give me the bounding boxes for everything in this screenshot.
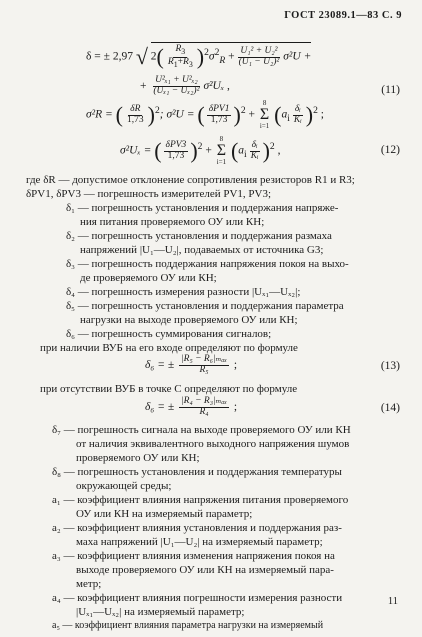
equation-11-line2: + $\frac{\text{U²ₓ₁ + U²ₓ₂}}{\text{(Uₓ₁ − Uₓ₂)²}}$ σ²Uₓ , (140, 75, 230, 96)
eq11-lhs: δ = ± 2,97 (86, 50, 133, 63)
page-header: ГОСТ 23089.1—83 С. 9 (284, 10, 402, 21)
text-line: выходе проверяемого ОУ или КН на измеряемый пара- (76, 564, 334, 576)
equation-12-line2: σ²Uₓ = ( $\frac{\text{δPV3}}{1,73}$ )$^2$ + 8 Σ i=1 ($a_i$ $\frac{\text{δᵢ}}{\text{Kᵢ}}$ )$^2$ , (120, 135, 281, 166)
text-line: δ₈ — погрешность установления и поддержания температуры (52, 466, 342, 478)
text-line: δPV1, δPV3 — погрешность измерителей PV1, PV3; (26, 188, 272, 200)
text-line: a₄ — коэффициент влияния погрешности измерения разности (52, 592, 343, 604)
equation-14: δ₆ = ± $\frac{\text{|R₄ − R₃|ₘₐₓ}}{\text{R₄}}$ ; (145, 396, 238, 417)
text-line: окружающей среды; (76, 480, 172, 492)
eq11-frac3: $\frac{\text{U²ₓ₁ + U²ₓ₂}}{\text{(Uₓ₁ − Uₓ₂)²}}$ (153, 75, 200, 96)
sqrt-radicand: 2( $\frac{R_3}{R_1+R_3}$ )$^2\sigma^2_R$ + $\frac{\text{U₁² + U₂²}}{\text{(U₁ − U₂)²}}$ σ²U + (150, 44, 312, 69)
sum-operator: 8 Σ i=1 (259, 99, 270, 130)
equation-11-line1 (86, 42, 311, 70)
text-line: от наличия эквивалентного выходного напряжения шумов (76, 438, 350, 450)
equation-12-line1: σ²R = ( $\frac{\delta R}{1,73}$ )$^2$; σ²U = ( $\frac{\text{δPV1}}{1,73}$ )$^2$ + 8 Σ i=1 ($a_i$ $\frac{\text{δᵢ}}{\text{Kᵢ}}$ )$^2$ ; (86, 99, 324, 130)
text-line: где δR — допустимое отклонение сопротивления резисторов R1 и R3; (26, 174, 355, 186)
text-line: напряжений |U₁—U₂|, подаваемых от источника G3; (80, 244, 324, 256)
text-line: δ₄ — погрешность измерения разности |Uₓ₁—Uₓ₂|; (66, 286, 301, 298)
eq11-frac2: $\frac{\text{U₁² + U₂²}}{\text{(U₁ − U₂)²}}$ (238, 45, 280, 67)
text-line: метр; (76, 578, 102, 590)
text-line: ОУ или КН на измеряемый параметр; (76, 508, 253, 520)
equation-14-number: (14) (380, 402, 400, 414)
text-line: δ₃ — погрешность поддержания напряжения покоя на выхо- (66, 258, 349, 270)
text-line: a₅ — коэффициент влияния параметра нагрузки на измеряемый (52, 620, 324, 631)
text-line: де проверяемого ОУ или КН; (80, 272, 217, 284)
equation-11-number: (11) (381, 84, 400, 96)
text-line: a₃ — коэффициент влияния изменения напряжения покоя на (52, 550, 335, 562)
text-line: маха напряжений |U₁—U₂| на измеряемый параметр; (76, 536, 323, 548)
sqrt-sign: √ (135, 44, 148, 69)
eq11-frac1: $\frac{R_3}{R_1+R_3}$ (167, 44, 193, 69)
text-line: δ₇ — погрешность сигнала на выходе проверяемого ОУ или КН (52, 424, 351, 436)
text-line: ния питания проверяемого ОУ или КН; (80, 216, 265, 228)
equation-13: δ₆ = ± $\frac{\text{|R₅ − R₆|ₘₐₓ}}{\text{R₅}}$ ; (145, 354, 238, 375)
text-line: при наличии ВУБ на его входе определяют по формуле (40, 342, 298, 354)
equation-13-number: (13) (380, 360, 400, 372)
text-line: a₂ — коэффициент влияния установления и поддержания раз- (52, 522, 342, 534)
text-line: δ₆ — погрешность суммирования сигналов; (66, 328, 272, 340)
text-line: δ₁ — погрешность установления и поддержания напряже- (66, 202, 339, 214)
text-line: δ₂ — погрешность установления и поддержания размаха (66, 230, 332, 242)
text-line: a₁ — коэффициент влияния напряжения питания проверяемого (52, 494, 349, 506)
text-line: при отсутствии ВУБ в точке С определяют по формуле (40, 383, 298, 395)
page-number: 11 (387, 596, 398, 607)
text-line: δ₅ — погрешность установления и поддержания параметра (66, 300, 344, 312)
equation-12-number: (12) (380, 144, 400, 156)
text-line: нагрузки на выходе проверяемого ОУ или КН; (80, 314, 298, 326)
text-line: проверяемого ОУ или КН; (76, 452, 200, 464)
text-line: |Uₓ₁—Uₓ₂| на измеряемый параметр; (76, 606, 245, 618)
